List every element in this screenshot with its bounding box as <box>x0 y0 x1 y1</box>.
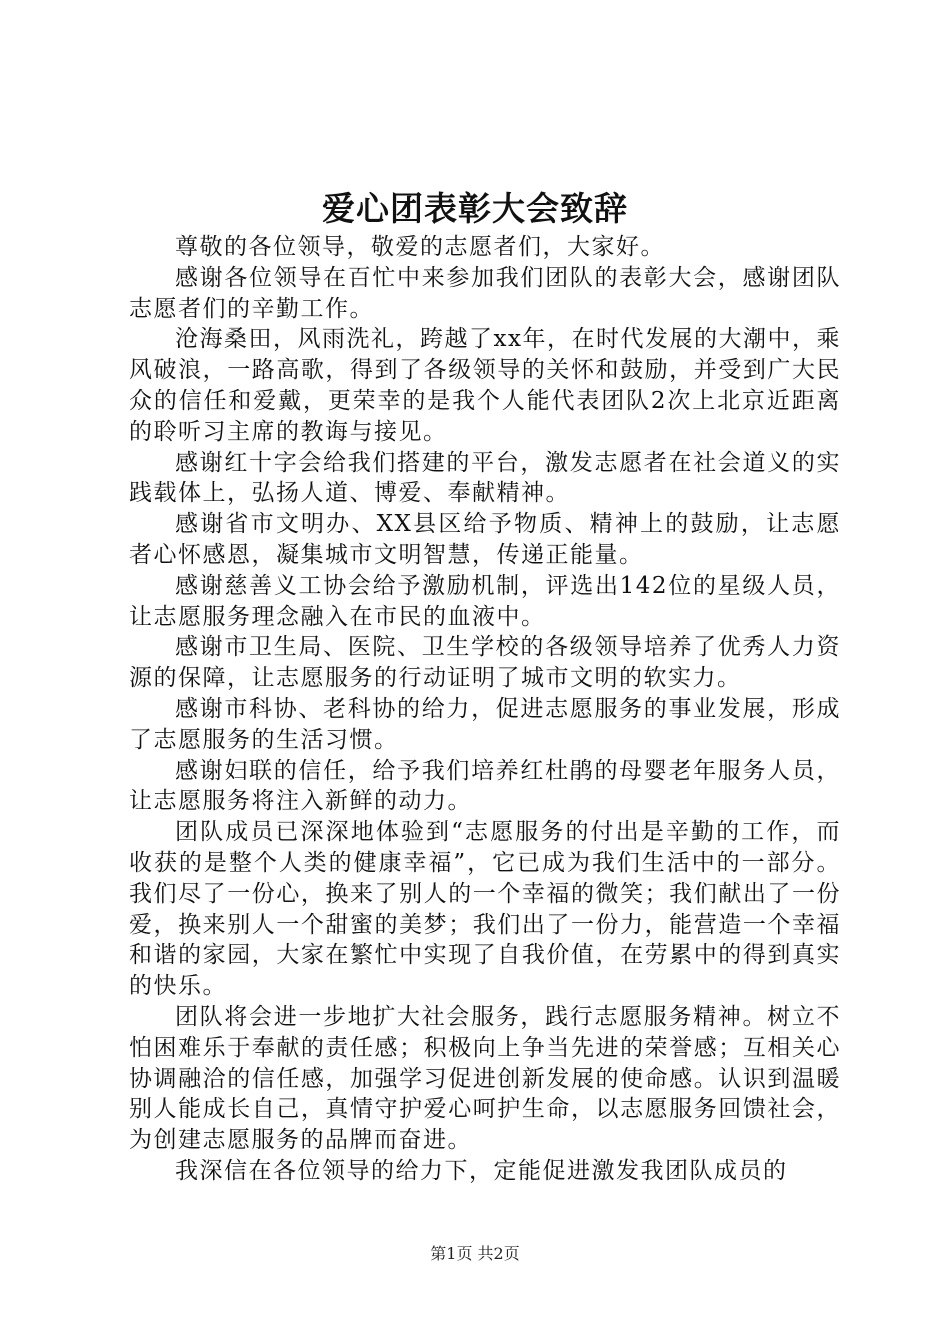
paragraph-thanks-red-cross: 感谢红十字会给我们搭建的平台，激发志愿者在社会道义的实践载体上，弘扬人道、博爱、奉献精神。 <box>129 449 841 507</box>
paragraph-thanks-health-bureau: 感谢市卫生局、医院、卫生学校的各级领导培养了优秀人力资源的保障，让志愿服务的行动证明了城市文明的软实力。 <box>129 634 841 692</box>
paragraph-thanks-science-association: 感谢市科协、老科协的给力，促进志愿服务的事业发展，形成了志愿服务的生活习惯。 <box>129 695 841 753</box>
paragraph-closing: 我深信在各位领导的给力下，定能促进激发我团队成员的 <box>175 1157 788 1184</box>
paragraph-thanks-leaders: 感谢各位领导在百忙中来参加我们团队的表彰大会，感谢团队志愿者们的辛勤工作。 <box>129 264 841 322</box>
paragraph-thanks-womens-federation: 感谢妇联的信任，给予我们培养红杜鹃的母婴老年服务人员，让志愿服务将注入新鲜的动力。 <box>129 757 841 815</box>
page-indicator: 第1页 共2页 <box>430 1244 520 1263</box>
paragraph-thanks-civilization-office: 感谢省市文明办、XX县区给予物质、精神上的鼓励，让志愿者心怀感恩，凝集城市文明智慧，传递正能量。 <box>129 511 841 568</box>
document-title: 爱心团表彰大会致辞 <box>322 189 628 228</box>
paragraph-team-outlook: 团队将会进一步地扩大社会服务，践行志愿服务精神。树立不怕困难乐于奉献的责任感；积极向上争当先进的荣誉感；互相关心协调融洽的信任感，加强学习促进创新发展的使命感。认识到温暖别人能成长自己，真情守护爱心呵护生命，以志愿服务回馈社会，为创建志愿服务的品牌而奋进。 <box>129 1003 841 1154</box>
paragraph-team-experience: 团队成员已深深地体验到“志愿服务的付出是辛勤的工作，而收获的是整个人类的健康幸福”，它已成为我们生活中的一部分。我们尽了一份心，换来了别人的一个幸福的微笑；我们献出了一份爱，换来别人一个甜蜜的美梦；我们出了一份力，能营造一个幸福和谐的家园，大家在繁忙中实现了自我价值，在劳累中的得到真实的快乐。 <box>129 819 841 1000</box>
paragraph-history: 沧海桑田，风雨洗礼，跨越了xx年，在时代发展的大潮中，乘风破浪，一路高歌，得到了各级领导的关怀和鼓励，并受到广大民众的信任和爱戴，更荣幸的是我个人能代表团队2次上北京近距离的聆听习主席的教诲与接见。 <box>129 326 841 445</box>
document-body <box>129 232 841 1187</box>
paragraph-thanks-charity: 感谢慈善义工协会给予激励机制，评选出142位的星级人员，让志愿服务理念融入在市民的血液中。 <box>129 572 841 630</box>
paragraph-greeting: 尊敬的各位领导，敬爱的志愿者们，大家好。 <box>175 234 665 260</box>
